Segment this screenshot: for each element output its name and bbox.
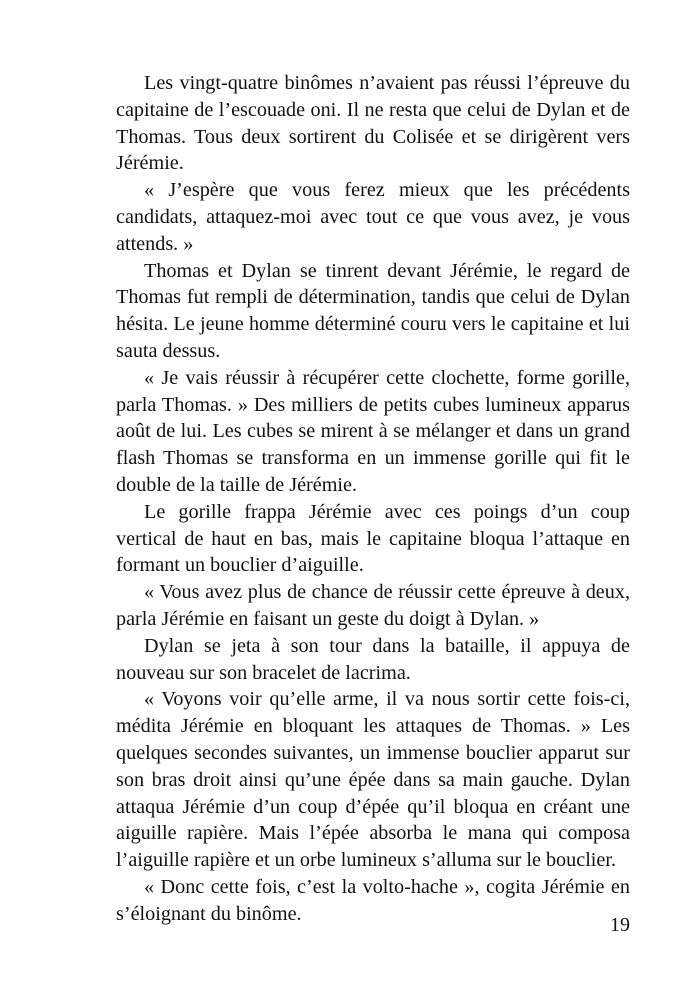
page-number: 19 [610,914,630,936]
paragraph: « J’espère que vous ferez mieux que les précédents candidats, attaquez-moi avec tout ce que vous avez, je vous attends. » [116,179,630,255]
page-body [116,70,630,928]
paragraph: Dylan se jeta à son tour dans la bataille, il appuya de nouveau sur son bracelet de lacrima. [116,634,630,684]
paragraph: « Je vais réussir à récupérer cette clochette, forme gorille, parla Thomas. » Des milliers de petits cubes lumineux apparus août de lui. Les cubes se mirent à se mélanger et dans un grand flash Thomas se transforma en un immense gorille qui fit le double de la taille de Jérémie. [116,366,630,496]
paragraph: « Vous avez plus de chance de réussir cette épreuve à deux, parla Jérémie en faisant un geste du doigt à Dylan. » [116,581,630,630]
paragraph: Thomas et Dylan se tinrent devant Jérémie, le regard de Thomas fut rempli de détermination, tandis que celui de Dylan hésita. Le jeune homme déterminé couru vers le capitaine et lui sauta dessus. [116,259,630,362]
paragraph: Les vingt-quatre binômes n’avaient pas réussi l’épreuve du capitaine de l’escouade oni. Il ne resta que celui de Dylan et de Thomas. Tous deux sortirent du Colisée et se dirigèrent vers Jérémie. [116,72,630,175]
paragraph: « Donc cette fois, c’est la volto-hache », cogita Jérémie en s’éloignant du binôme. [116,875,630,925]
paragraph: « Voyons voir qu’elle arme, il va nous sortir cette fois-ci, médita Jérémie en bloquant les attaques de Thomas. » Les quelques secondes suivantes, un immense bouclier apparut sur son bras droit ainsi qu’une épée dans sa main gauche. Dylan attaqua Jérémie d’un coup d’épée qu’il bloqua en créant une aiguille rapière. Mais l’épée absorba le mana qui composa l’aiguille rapière et un orbe lumineux s’alluma sur le bouclier. [116,688,630,872]
paragraph: Le gorille frappa Jérémie avec ces poings d’un coup vertical de haut en bas, mais le capitaine bloqua l’attaque en formant un bouclier d’aiguille. [116,500,630,577]
